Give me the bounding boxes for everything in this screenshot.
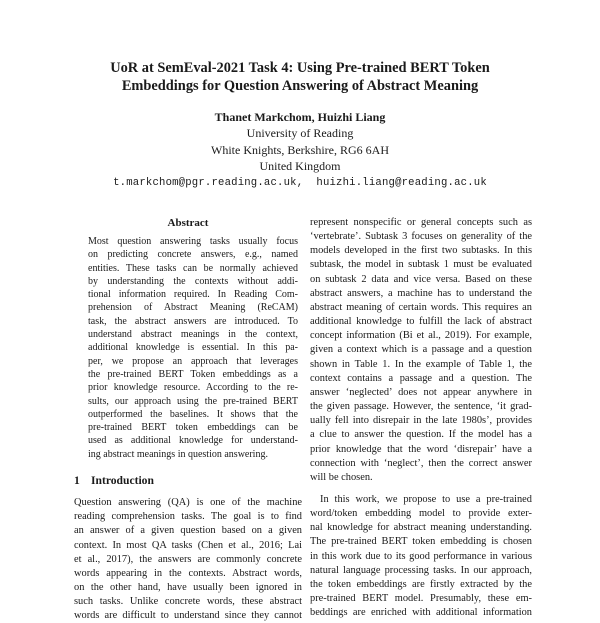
- text-line: ‘vertebrate’. Subtask 3 focuses on generality of the: [310, 231, 532, 243]
- text-line: prehension of Abstract Meaning (ReCAM): [88, 302, 298, 314]
- author-names: Thanet Markchom, Huizhi Liang: [214, 110, 386, 124]
- abstract-body: [74, 235, 302, 461]
- text-line: reading comprehension tasks. The goal is to find: [74, 511, 302, 523]
- text-line: abstract meaning of certain words. This requires an: [310, 301, 532, 313]
- text-line: words are difficult to understand since they cannot: [74, 610, 302, 622]
- text-line: task, the abstract answers are introduced. To: [88, 315, 298, 327]
- text-line: ing abstract meanings in question answering.: [88, 448, 268, 460]
- text-line: per, we propose an approach that leverages: [88, 355, 298, 367]
- text-line: ually fell into disrepair in the late 1980s’, provides: [310, 415, 532, 427]
- author-affiliation: University of Reading: [246, 126, 354, 141]
- text-line: prior knowledge that the word ‘disrepair’ have a: [310, 443, 532, 455]
- text-line: given a context which is a passage and a question: [310, 344, 532, 356]
- title-line-1: UoR at SemEval-2021 Task 4: Using Pre-trained BERT Token: [110, 60, 490, 76]
- text-line: the pre-trained BERT Token embeddings as a: [88, 368, 298, 380]
- text-line: on the other hand, have usually been ignored in: [74, 581, 302, 593]
- section-number: 1: [74, 474, 80, 488]
- right-column: [310, 216, 532, 620]
- paper-title: [40, 59, 560, 95]
- abstract-heading: Abstract: [167, 217, 209, 229]
- text-line: the token embeddings are firstly extracted by the: [310, 578, 532, 590]
- right-paragraph-2: [310, 493, 532, 620]
- text-line: et al., 2017), the answers are commonly concrete: [74, 553, 302, 565]
- text-line: sults, our approach using the pre-trained BERT: [88, 395, 298, 407]
- text-line: outperformed the baselines. It shows that the: [88, 408, 298, 420]
- text-line: entities. These tasks can be normally achieved: [88, 262, 298, 274]
- text-line: an answer of a given question based on a given: [74, 525, 302, 537]
- text-line: represent nonspecific or general concepts such as: [310, 217, 532, 228]
- left-column: [74, 216, 302, 623]
- text-line: word/token embedding model to provide exter-: [310, 508, 532, 520]
- text-line: words appearing in the contexts. Abstract words,: [74, 567, 302, 579]
- text-line: In this work, we propose to use a pre-trained: [320, 493, 532, 505]
- introduction-body: [74, 496, 302, 623]
- text-line: Most question answering tasks usually focus: [88, 236, 298, 247]
- text-line: the given passage. However, the sentence, ‘it grad-: [310, 401, 532, 413]
- author-address: White Knights, Berkshire, RG6 6AH: [211, 142, 389, 157]
- text-line: context contains a passage and a question. The: [310, 372, 532, 384]
- text-line: understand abstract meanings in the context,: [88, 329, 298, 341]
- text-line: such tasks. Unlike concrete words, these abstract: [74, 596, 302, 608]
- author-country: United Kingdom: [259, 159, 341, 174]
- text-line: natural language processing tasks. In our approach,: [310, 564, 532, 576]
- text-line: in this work due to its good performance in various: [310, 550, 532, 562]
- text-line: used as additional knowledge for understand-: [88, 435, 298, 447]
- text-line: concept information (Bi et al., 2019). For example,: [310, 330, 532, 342]
- text-line: shown in Table 1. In the example of Table 1, the: [310, 358, 532, 370]
- text-line: Question answering (QA) is one of the machine: [74, 497, 302, 509]
- text-line: connection with ‘neglect’, then the correct answer: [310, 457, 532, 469]
- text-line: additional knowledge to fulfill the lack of abstract: [310, 316, 532, 328]
- text-line: by understanding the contexts without addi-: [88, 275, 298, 287]
- section-title: Introduction: [91, 474, 154, 488]
- text-line: a clue to answer the question. If the model has a: [310, 429, 532, 441]
- text-line: additional knowledge is essential. In this pa-: [88, 342, 298, 354]
- text-line: abstract answers, a machine has to understand the: [310, 287, 532, 299]
- text-line: will be chosen.: [310, 471, 373, 483]
- text-line: pre-trained BERT token embeddings can be: [88, 422, 298, 434]
- right-paragraph-1: [310, 216, 532, 485]
- introduction-heading: [74, 474, 302, 488]
- text-line: on predicting concrete answers, e.g., named: [88, 249, 298, 261]
- text-line: answer ‘neglected’ does not appear anywhere in: [310, 386, 532, 398]
- text-line: prior knowledge resource. According to the re-: [88, 382, 298, 394]
- text-line: tional information required. In Reading Com-: [88, 289, 298, 301]
- author-block: [60, 109, 540, 191]
- author-emails: t.markchom@pgr.reading.ac.uk, huizhi.liang@reading.ac.uk: [113, 176, 487, 189]
- text-line: models developed in the first two subtasks. In this: [310, 245, 532, 257]
- text-line: nal knowledge for abstract meaning understanding.: [310, 522, 532, 534]
- text-line: pre-trained BERT model. Presumably, these em-: [310, 593, 532, 605]
- title-line-2: Embeddings for Question Answering of Abstract Meaning: [121, 78, 479, 94]
- text-line: on subtask 2 data and vice versa. Based on these: [310, 273, 532, 285]
- text-line: The pre-trained BERT token embedding is chosen: [310, 536, 532, 548]
- text-line: context. In most QA tasks (Chen et al., 2016; Lai: [74, 539, 302, 551]
- text-line: beddings are enriched with additional information: [310, 607, 532, 619]
- text-line: subtask, the model in subtask 1 must be evaluated: [310, 259, 532, 271]
